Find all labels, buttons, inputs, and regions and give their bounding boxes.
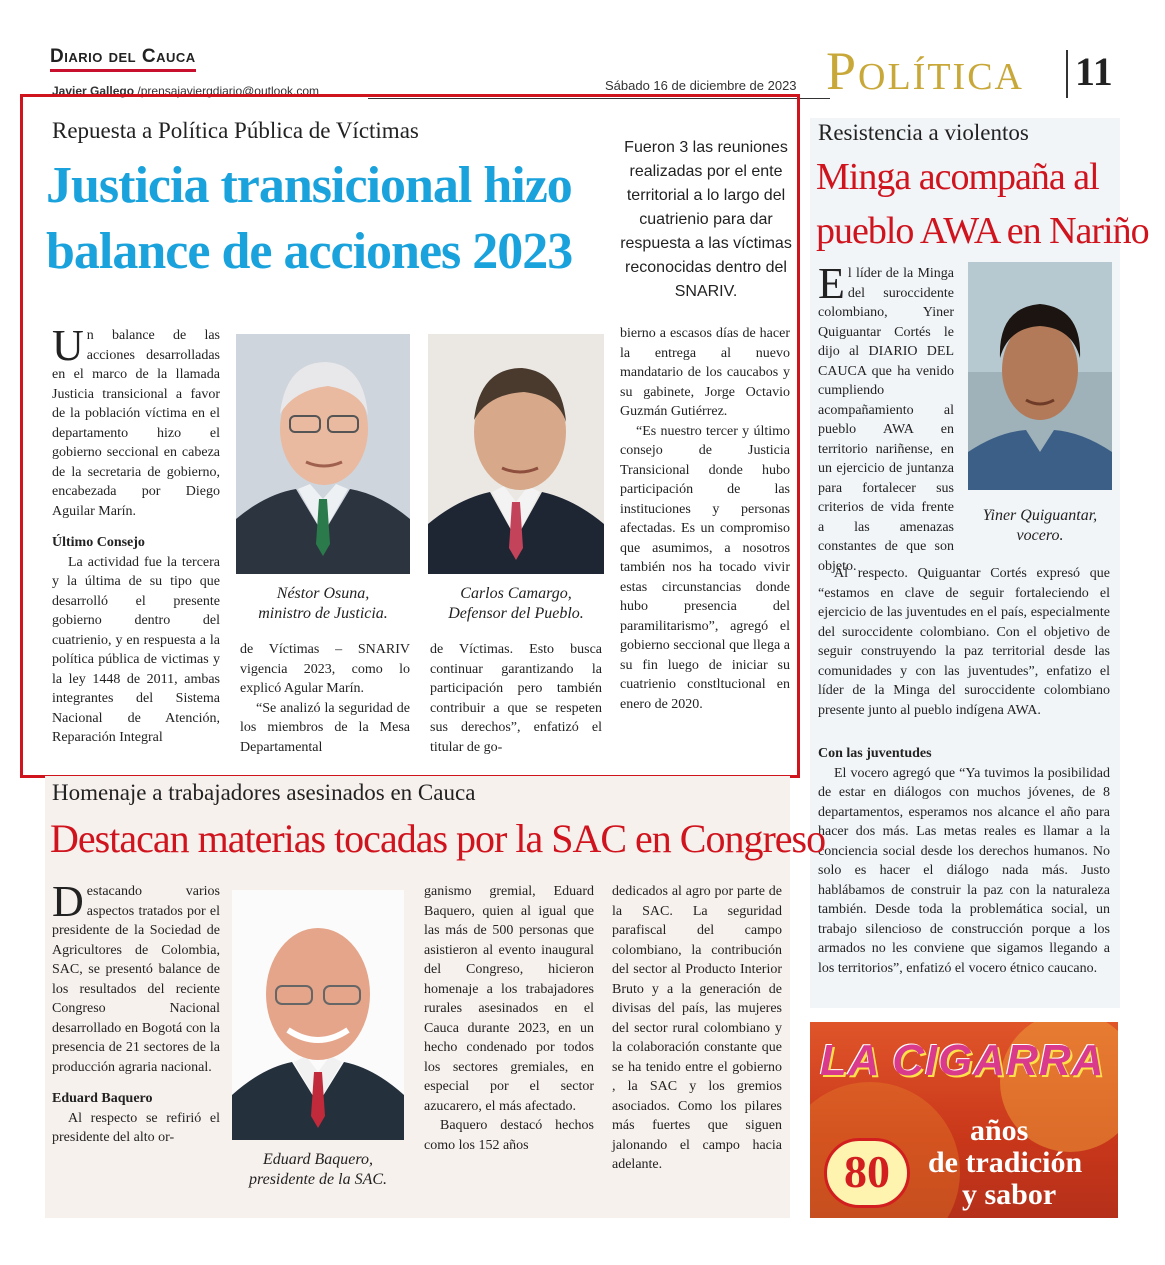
portrait-image — [236, 334, 410, 574]
article1-column-1 — [52, 321, 220, 748]
dropcap: E — [818, 259, 845, 308]
caption-role: Defensor del Pueblo. — [448, 605, 584, 622]
paragraph: “Se analizó la seguridad de los miembros de la Mesa Departamental — [240, 700, 410, 755]
caption-role: vocero. — [1016, 527, 1064, 544]
caption-name: Eduard Baquero, — [263, 1151, 373, 1168]
paragraph: de Víctimas. Esto busca continuar garantizando la participación pero también contribuir a que se respeten sus derechos”, enfatizó el titular de go- — [430, 642, 602, 755]
subhead: Eduard Baquero — [52, 1091, 153, 1106]
advertisement-la-cigarra[interactable] — [810, 1022, 1118, 1218]
masthead: Diario del Cauca — [50, 46, 196, 72]
article3-column-2 — [424, 882, 594, 1155]
author-email: /prensajaviergdiario@outlook.com — [137, 84, 319, 98]
caption-role: presidente de la SAC. — [248, 1171, 388, 1188]
photo-carlos-camargo — [428, 334, 604, 574]
paragraph: l líder de la Minga del suroccidente colombiano, Yiner Quiguantar Cortés le dijo al DIARIO DEL CAUCA que ha venido cumpliendo acompañamiento al pueblo AWA en territorio nariñense, en un ejercicio de juntanza para fortalecer sus criterios de vida frente a las amenazas constantes de que son objeto. — [818, 266, 954, 574]
article1-column-3 — [430, 640, 602, 757]
article3-column-3 — [612, 882, 782, 1175]
issue-date: Sábado 16 de diciembre de 2023 — [605, 78, 797, 93]
paragraph: “Es nuestro tercer y último consejo de Justicia Transicional donde hubo participación de las instituciones y personas afectadas. Es un compromiso que asumimos, a nosotros también nos ha tocado vivir estas circunstancias donde hubo presencia del paramilitarismo”, agregó el gobierno seccional que llega a su fin luego de iniciar su cuatrienio constltucional en enero de 2020. — [620, 423, 790, 712]
article1-headline-1: Justicia transicional hizo — [46, 157, 572, 214]
article1-pullquote: Fueron 3 las reuniones realizadas por el ente territorial a lo largo del cuatrienio para dar respuesta a las víctimas reconocidas dentro del SNARIV. — [620, 139, 792, 300]
subhead: Con las juventudes — [818, 746, 932, 761]
ad-line-2: de tradición — [928, 1146, 1083, 1179]
article2-intro — [818, 259, 954, 576]
paragraph: de Víctimas – SNARIV vigencia 2023, como lo explicó Agular Marín. — [240, 642, 410, 696]
photo3-caption — [962, 506, 1118, 546]
paragraph: Al respecto. Quiguantar Cortés expresó que “estamos en clave de seguir fortaleciendo el ejercicio de las juventudes en el país, especialmente del suroccidente colombiano. Con el objetivo de seguir construyendo la paz territorial desde las comunidades y con las juventudes”, enfatizo el líder de la Minga del suroccidente colombiano presente junto al pueblo indígena AWA. — [818, 566, 1110, 718]
article1-headline-2: balance de acciones 2023 — [46, 223, 573, 280]
article1-column-4 — [620, 324, 790, 714]
page-divider — [1066, 50, 1068, 98]
article1-kicker: Repuesta a Política Pública de Víctimas — [52, 118, 419, 143]
section-title: Política — [826, 41, 1024, 101]
photo-eduard-baquero — [232, 890, 404, 1140]
portrait-image — [968, 262, 1112, 490]
dropcap: U — [52, 321, 84, 370]
paragraph: El vocero agregó que “Ya tuvimos la posibilidad de estar en diálogos con muchos jóvenes, de 8 departamentos, esperamos nos alcance el año para hacer dos más. Las metas reales es llamar a la conciencia social desde los derechos humanos. No solo es hacer el diálogo nada más. Justo hablábamos de construir la paz con la naturaleza también. Desde toda la problemática social, un trabajo silencioso de construcción porque a los armados no les conviene que sigamos llegando a los territorios”, enfatizó el vocero étnico caucano. — [818, 765, 1110, 976]
photo4-caption — [232, 1150, 404, 1190]
paragraph: Baquero destacó hechos como los 152 años — [424, 1118, 594, 1153]
article3-column-1 — [52, 877, 220, 1148]
paragraph: estacando varios aspectos tratados por el presidente de la Sociedad de Agricultores de Colombia, SAC, se presentó balance de los resultados del reciente Congreso Nacional desarrollado en Bogotá con la presencia de 21 sectores de la producción agraria nacional. — [52, 884, 220, 1075]
article2-headline-1: Minga acompaña al — [816, 156, 1099, 198]
article3-headline: Destacan materias tocadas por la SAC en Congreso — [50, 816, 826, 861]
paragraph: Al respecto se refirió el presidente del alto or- — [52, 1110, 220, 1145]
ad-brand: LA CIGARRA — [820, 1036, 1105, 1085]
article2-kicker: Resistencia a violentos — [818, 120, 1029, 145]
paragraph: ganismo gremial, Eduard Baquero, quien al igual que las más de 500 personas que asistieron al evento inaugural del Congreso, hicieron homenaje a los trabajadores rurales asesinados en el Cauca durante 2023, en un hecho condenado por todos los sectores gremiales, en especial por el sector azucarero, el más afectado. — [424, 884, 594, 1114]
photo-yiner-quiguantar — [968, 262, 1112, 490]
article1-column-2 — [240, 640, 410, 757]
caption-name: Yiner Quiguantar, — [982, 507, 1098, 524]
author-name: Javier Gallego — [52, 84, 135, 98]
dropcap: D — [52, 877, 84, 926]
paragraph: La actividad fue la tercera y la última de su tipo que desarrolló el presente gobierno dentro del cuatrienio, y en respuesta a la política pública de victimas y la ley 1448 de 2011, ambas integrantes del Sistema Nacional de Atención, Reparación Integral — [52, 554, 220, 745]
subhead: Último Consejo — [52, 535, 145, 550]
article2-body — [818, 564, 1110, 978]
ad-anniversary-badge: 80 — [824, 1138, 910, 1208]
portrait-image — [428, 334, 604, 574]
paragraph: dedicados al agro por parte de la SAC. La seguridad parafiscal del campo colombiano, la contribución del sector al Producto Interior Bruto y a la generación de divisas del país, las mujeres del sector rural colombiano y la colaboración constante que se ha tenido entre el gobierno , la SAC y los gremios asociados. Como los pilares más fuertes que siguen jalonando el campo hacia adelante. — [612, 884, 782, 1172]
caption-role: ministro de Justicia. — [258, 605, 388, 622]
ad-line-1: años — [970, 1114, 1029, 1147]
caption-name: Carlos Camargo, — [460, 585, 572, 602]
portrait-image — [232, 890, 404, 1140]
paragraph: n balance de las acciones desarrolladas en el marco de la llamada Justicia transicional a favor de la población víctima en el departamento hizo el gobierno seccional en cabeza de la secretaria de gobierno, encabezada por Diego Aguilar Marín. — [52, 328, 220, 519]
article2-headline-2: pueblo AWA en Nariño — [816, 210, 1149, 252]
photo-nestor-osuna — [236, 334, 410, 574]
ad-line-3: y sabor — [962, 1178, 1057, 1211]
article3-kicker: Homenaje a trabajadores asesinados en Cauca — [52, 780, 476, 805]
page-number: 11 — [1075, 49, 1113, 94]
caption-name: Néstor Osuna, — [276, 585, 370, 602]
paragraph: bierno a escasos días de hacer la entrega al nuevo mandatario de los caucabos y su gabinete, Jorge Octavio Guzmán Gutiérrez. — [620, 326, 790, 419]
photo2-caption — [428, 584, 604, 624]
photo1-caption — [236, 584, 410, 624]
